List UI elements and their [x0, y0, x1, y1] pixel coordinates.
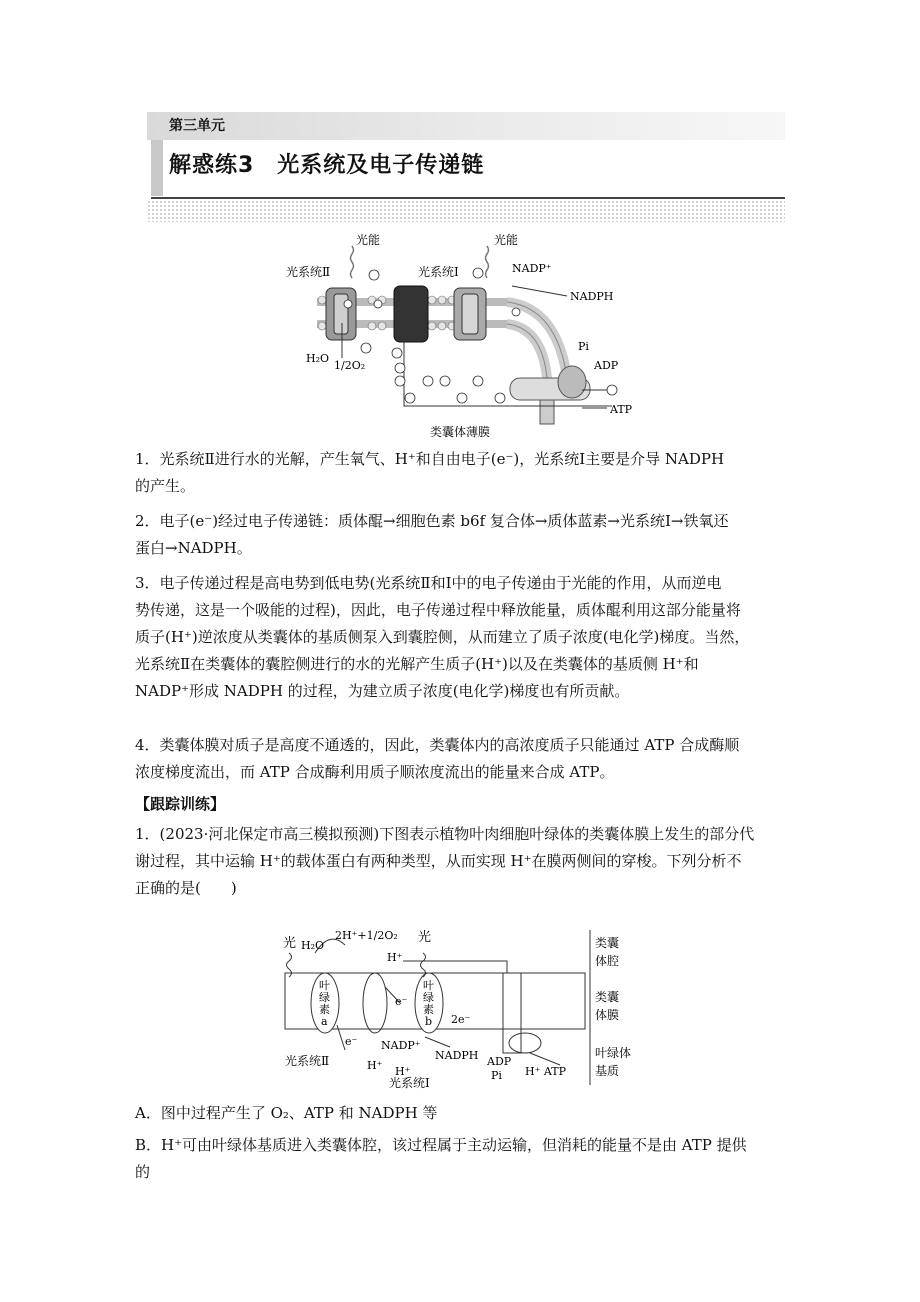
nadph-label-2: NADPH: [435, 1049, 479, 1062]
pi-label-2: Pi: [491, 1069, 502, 1082]
chl-b-4: b: [425, 1015, 433, 1028]
point-1: [135, 446, 785, 500]
light-right-label: 光: [418, 930, 432, 945]
atp-synthase-channel: [503, 973, 521, 1053]
electron-transport-diagram: [282, 228, 642, 440]
question-1: [135, 821, 785, 902]
region-stroma-2: 基质: [595, 1064, 620, 1078]
point-2: [135, 508, 785, 562]
chl-a-2: 绿: [319, 991, 330, 1004]
region-lumen-1: 类囊: [595, 936, 620, 950]
option-a-line-1: A．图中过程产生了 O₂、ATP 和 NADPH 等: [135, 1104, 438, 1122]
h-bottom-1: H⁺: [367, 1059, 383, 1072]
light-wave-1: [351, 246, 354, 278]
chl-a-1: 叶: [319, 979, 330, 992]
nadph-label: NADPH: [570, 290, 614, 303]
option-b: [135, 1132, 785, 1186]
photosystem-2-complex: [326, 288, 356, 340]
point-4: [135, 732, 785, 786]
chl-a-3: 素: [319, 1003, 330, 1016]
question-1-line-1: 1．(2023·河北保定市高三模拟预测)下图表示植物叶肉细胞叶绿体的类囊体膜上发生的部分代: [135, 825, 755, 843]
chl-b-2: 绿: [423, 991, 434, 1004]
h-top-label: H⁺: [387, 951, 403, 964]
unit-label: 第三单元: [147, 112, 785, 140]
option-a: [135, 1100, 785, 1127]
water-label: H₂O: [306, 352, 330, 365]
unit-header: [147, 112, 785, 222]
region-lumen-2: 体腔: [595, 954, 620, 968]
region-membrane-2: 体膜: [595, 1008, 620, 1022]
pi-label: Pi: [578, 340, 589, 353]
adp-label-2: ADP: [487, 1055, 512, 1068]
point-4-line-2: 浓度梯度流出，而 ATP 合成酶利用质子顺浓度流出的能量来合成 ATP。: [135, 763, 615, 781]
header-accent-bar: [151, 140, 163, 196]
point-1-line-2: 的产生。: [135, 477, 196, 495]
light-left-label: 光: [283, 936, 297, 951]
section-heading: 【跟踪训练】: [135, 795, 226, 813]
ps1-label: 光系统Ⅰ: [418, 265, 459, 279]
point-3: [135, 570, 785, 705]
water-label-2: H₂O: [301, 939, 325, 952]
region-membrane-1: 类囊: [595, 990, 620, 1004]
thylakoid-membrane-diagram: [275, 925, 675, 1090]
h-bottom-2: H⁺: [395, 1065, 411, 1078]
chl-b-1: 叶: [423, 979, 434, 992]
region-stroma-1: 叶绿体: [595, 1046, 632, 1060]
e-label-1: e⁻: [395, 995, 408, 1008]
point-3-line-4: 光系统Ⅱ在类囊体的囊腔侧进行的水的光解产生质子(H⁺)以及在类囊体的基质侧 H⁺和: [135, 655, 699, 673]
point-3-line-2: 势传递，这是一个吸能的过程)，因此，电子传递过程中释放能量，质体醌利用这部分能量将: [135, 601, 741, 619]
light-label-2: 光能: [494, 233, 519, 247]
point-4-line-1: 4．类囊体膜对质子是高度不通透的，因此，类囊体内的高浓度质子只能通过 ATP 合成酶顺: [135, 736, 740, 754]
ps2-label: 光系统Ⅱ: [286, 265, 331, 279]
e-label-2: e⁻: [345, 1035, 358, 1048]
atp-label: ATP: [610, 403, 633, 416]
products-label: 2H⁺+1/2O₂: [335, 929, 398, 942]
page-title: 解惑练3 光系统及电子传递链: [169, 153, 485, 178]
point-3-line-3: 质子(H⁺)逆浓度从类囊体的基质侧泵入到囊腔侧，从而建立了质子浓度(电化学)梯度。当然，: [135, 628, 750, 646]
nadp-label: NADP⁺: [512, 262, 552, 275]
oxygen-label: 1/2O₂: [334, 359, 366, 372]
light-label-1: 光能: [356, 233, 381, 247]
h-atp-label: H⁺ ATP: [525, 1065, 566, 1078]
adp-label: ADP: [594, 359, 619, 372]
photosystem-1-complex: [454, 288, 486, 340]
ps2-label-2: 光系统Ⅱ: [285, 1054, 330, 1068]
ps1-label-2: 光系统Ⅰ: [389, 1076, 430, 1090]
chl-a-4: a: [321, 1015, 328, 1028]
option-b-line-1: B．H⁺可由叶绿体基质进入类囊体腔，该过程属于主动运输，但消耗的能量不是由 ATP 提供: [135, 1136, 747, 1154]
question-1-line-2: 谢过程，其中运输 H⁺的载体蛋白有两种类型，从而实现 H⁺在膜两侧间的穿梭。下列分析不: [135, 852, 742, 870]
point-3-line-1: 3．电子传递过程是高电势到低电势(光系统Ⅱ和Ⅰ中的电子传递由于光能的作用，从而逆电: [135, 574, 722, 592]
header-divider: [151, 197, 785, 199]
nadp-label-2: NADP⁺: [381, 1039, 421, 1052]
header-dot-pattern: [147, 200, 785, 222]
atp-synthase-head: [509, 1033, 541, 1053]
chl-b-3: 素: [423, 1003, 434, 1016]
point-1-line-1: 1．光系统Ⅱ进行水的光解，产生氧气、H⁺和自由电子(e⁻)，光系统Ⅰ主要是介导 NADPH: [135, 450, 725, 468]
cytochrome-complex: [394, 286, 428, 342]
two-e-label: 2e⁻: [451, 1013, 471, 1026]
point-3-line-5: NADP⁺形成 NADPH 的过程，为建立质子浓度(电化学)梯度也有所贡献。: [135, 682, 630, 700]
carrier-ellipse: [363, 973, 387, 1033]
question-1-line-3: 正确的是( ): [135, 879, 237, 897]
option-b-line-2: 的: [135, 1163, 151, 1181]
point-2-line-1: 2．电子(e⁻)经过电子传递链：质体醌→细胞色素 b6f 复合体→质体蓝素→光系统Ⅰ→铁氧还: [135, 512, 729, 530]
membrane-label: 类囊体薄膜: [430, 425, 491, 439]
point-2-line-2: 蛋白→NADPH。: [135, 539, 252, 557]
light-wave-2: [486, 246, 489, 278]
